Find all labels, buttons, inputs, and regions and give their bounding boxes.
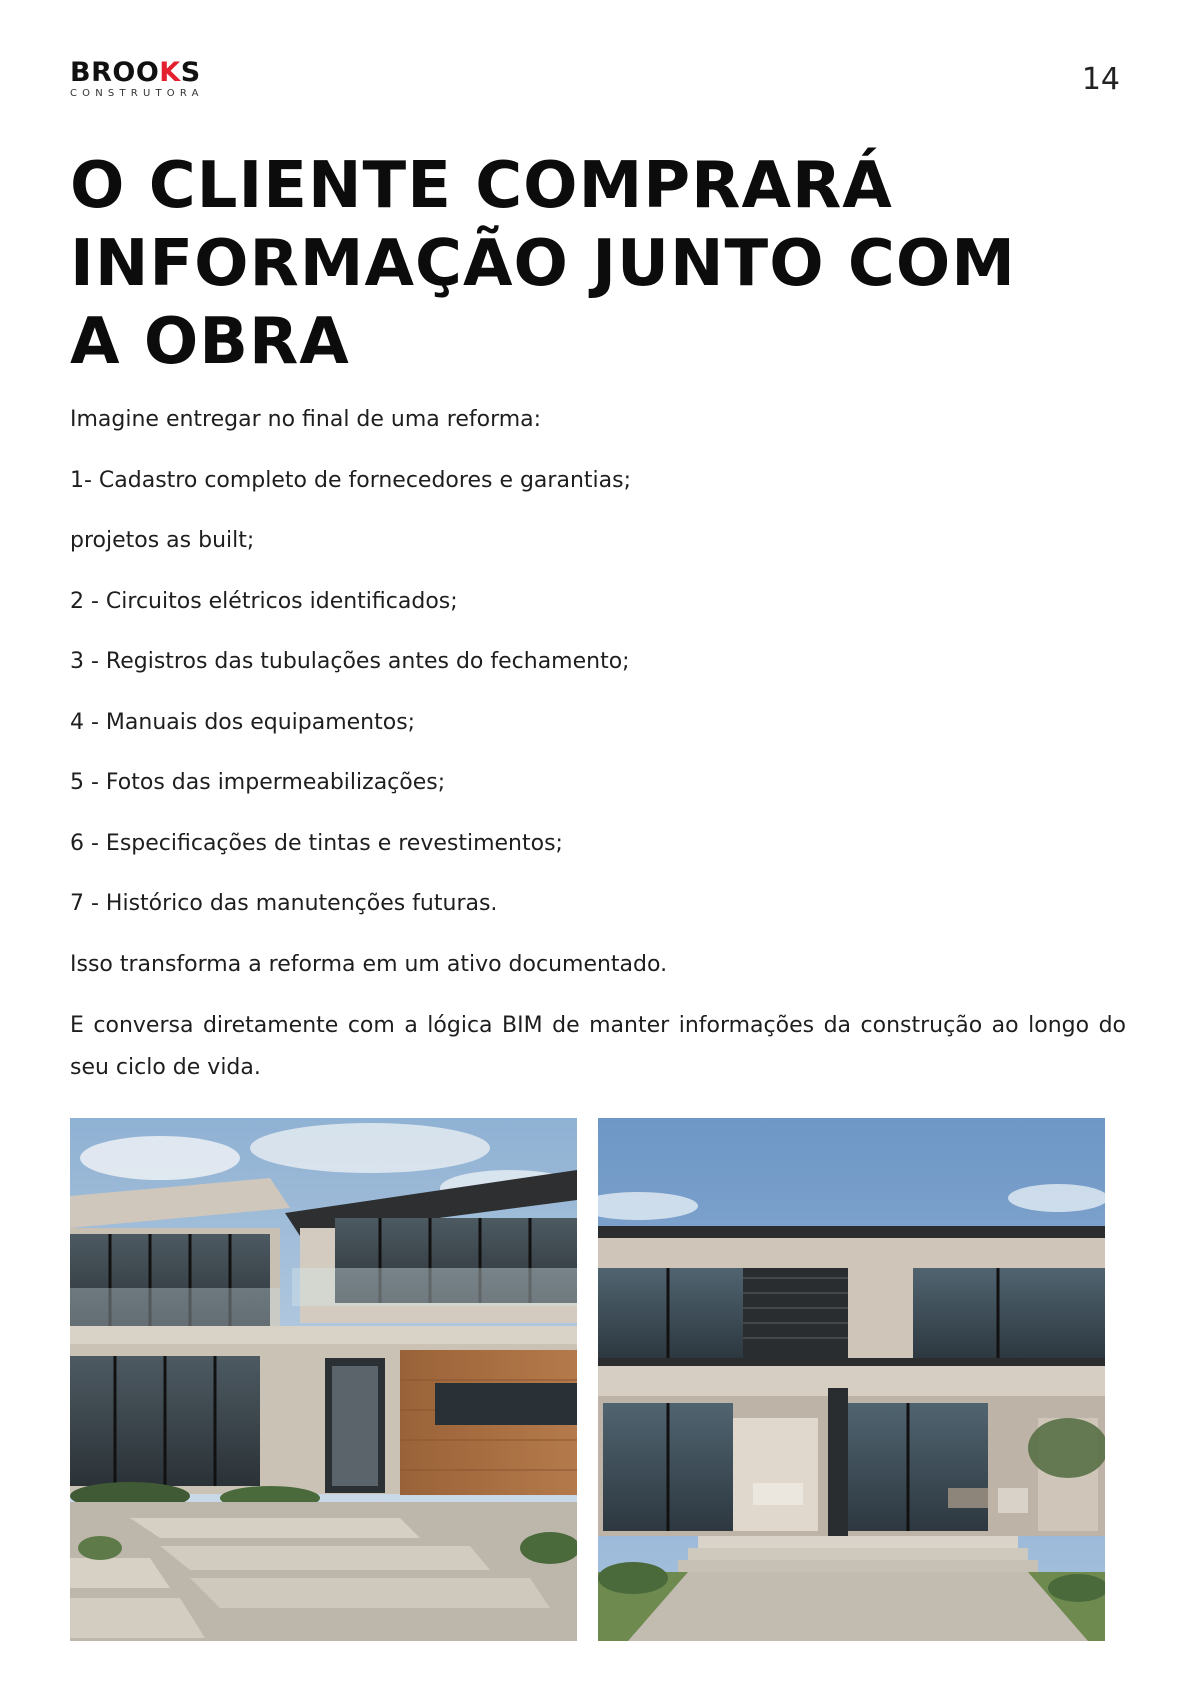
summary-paragraph: Isso transforma a reforma em um ativo documentado.	[70, 951, 668, 977]
logo-wordmark	[70, 58, 204, 88]
list-item: 6 - Especificações de tintas e revestimentos;	[70, 830, 563, 856]
page-title	[70, 147, 1130, 381]
list-item: 3 - Registros das tubulações antes do fechamento;	[70, 649, 630, 674]
modern-house-photo-right	[598, 1118, 1105, 1641]
title-line: A OBRA	[70, 305, 350, 379]
title-line: O CLIENTE COMPRARÁ	[70, 149, 893, 223]
modern-house-photo-left	[70, 1118, 577, 1641]
page-number: 14	[1081, 62, 1120, 97]
body-text	[70, 400, 1126, 1110]
list-item: 1- Cadastro completo de fornecedores e garantias;	[70, 467, 631, 493]
list-item: 2 - Circuitos elétricos identificados;	[70, 588, 458, 614]
list-item: 4 - Manuais dos equipamentos;	[70, 709, 416, 735]
list-item: 5 - Fotos das impermeabilizações;	[70, 770, 446, 795]
house-illustration-left	[70, 1118, 577, 1641]
house-illustration-right	[598, 1118, 1105, 1641]
intro-paragraph: Imagine entregar no final de uma reforma:	[70, 407, 542, 432]
logo-prefix: BROO	[70, 57, 160, 88]
brand-logo	[70, 58, 204, 99]
logo-accent-letter: K	[159, 57, 181, 88]
title-line: INFORMAÇÃO JUNTO COM	[70, 227, 1016, 301]
closing-paragraph: E conversa diretamente com a lógica BIM de manter informações da construção ao longo do seu ciclo de vida.	[70, 1013, 1126, 1080]
list-item: projetos as built;	[70, 528, 255, 553]
list-item: 7 - Histórico das manutenções futuras.	[70, 891, 498, 916]
logo-subtitle: CONSTRUTORA	[70, 88, 204, 99]
logo-suffix: S	[180, 57, 201, 88]
